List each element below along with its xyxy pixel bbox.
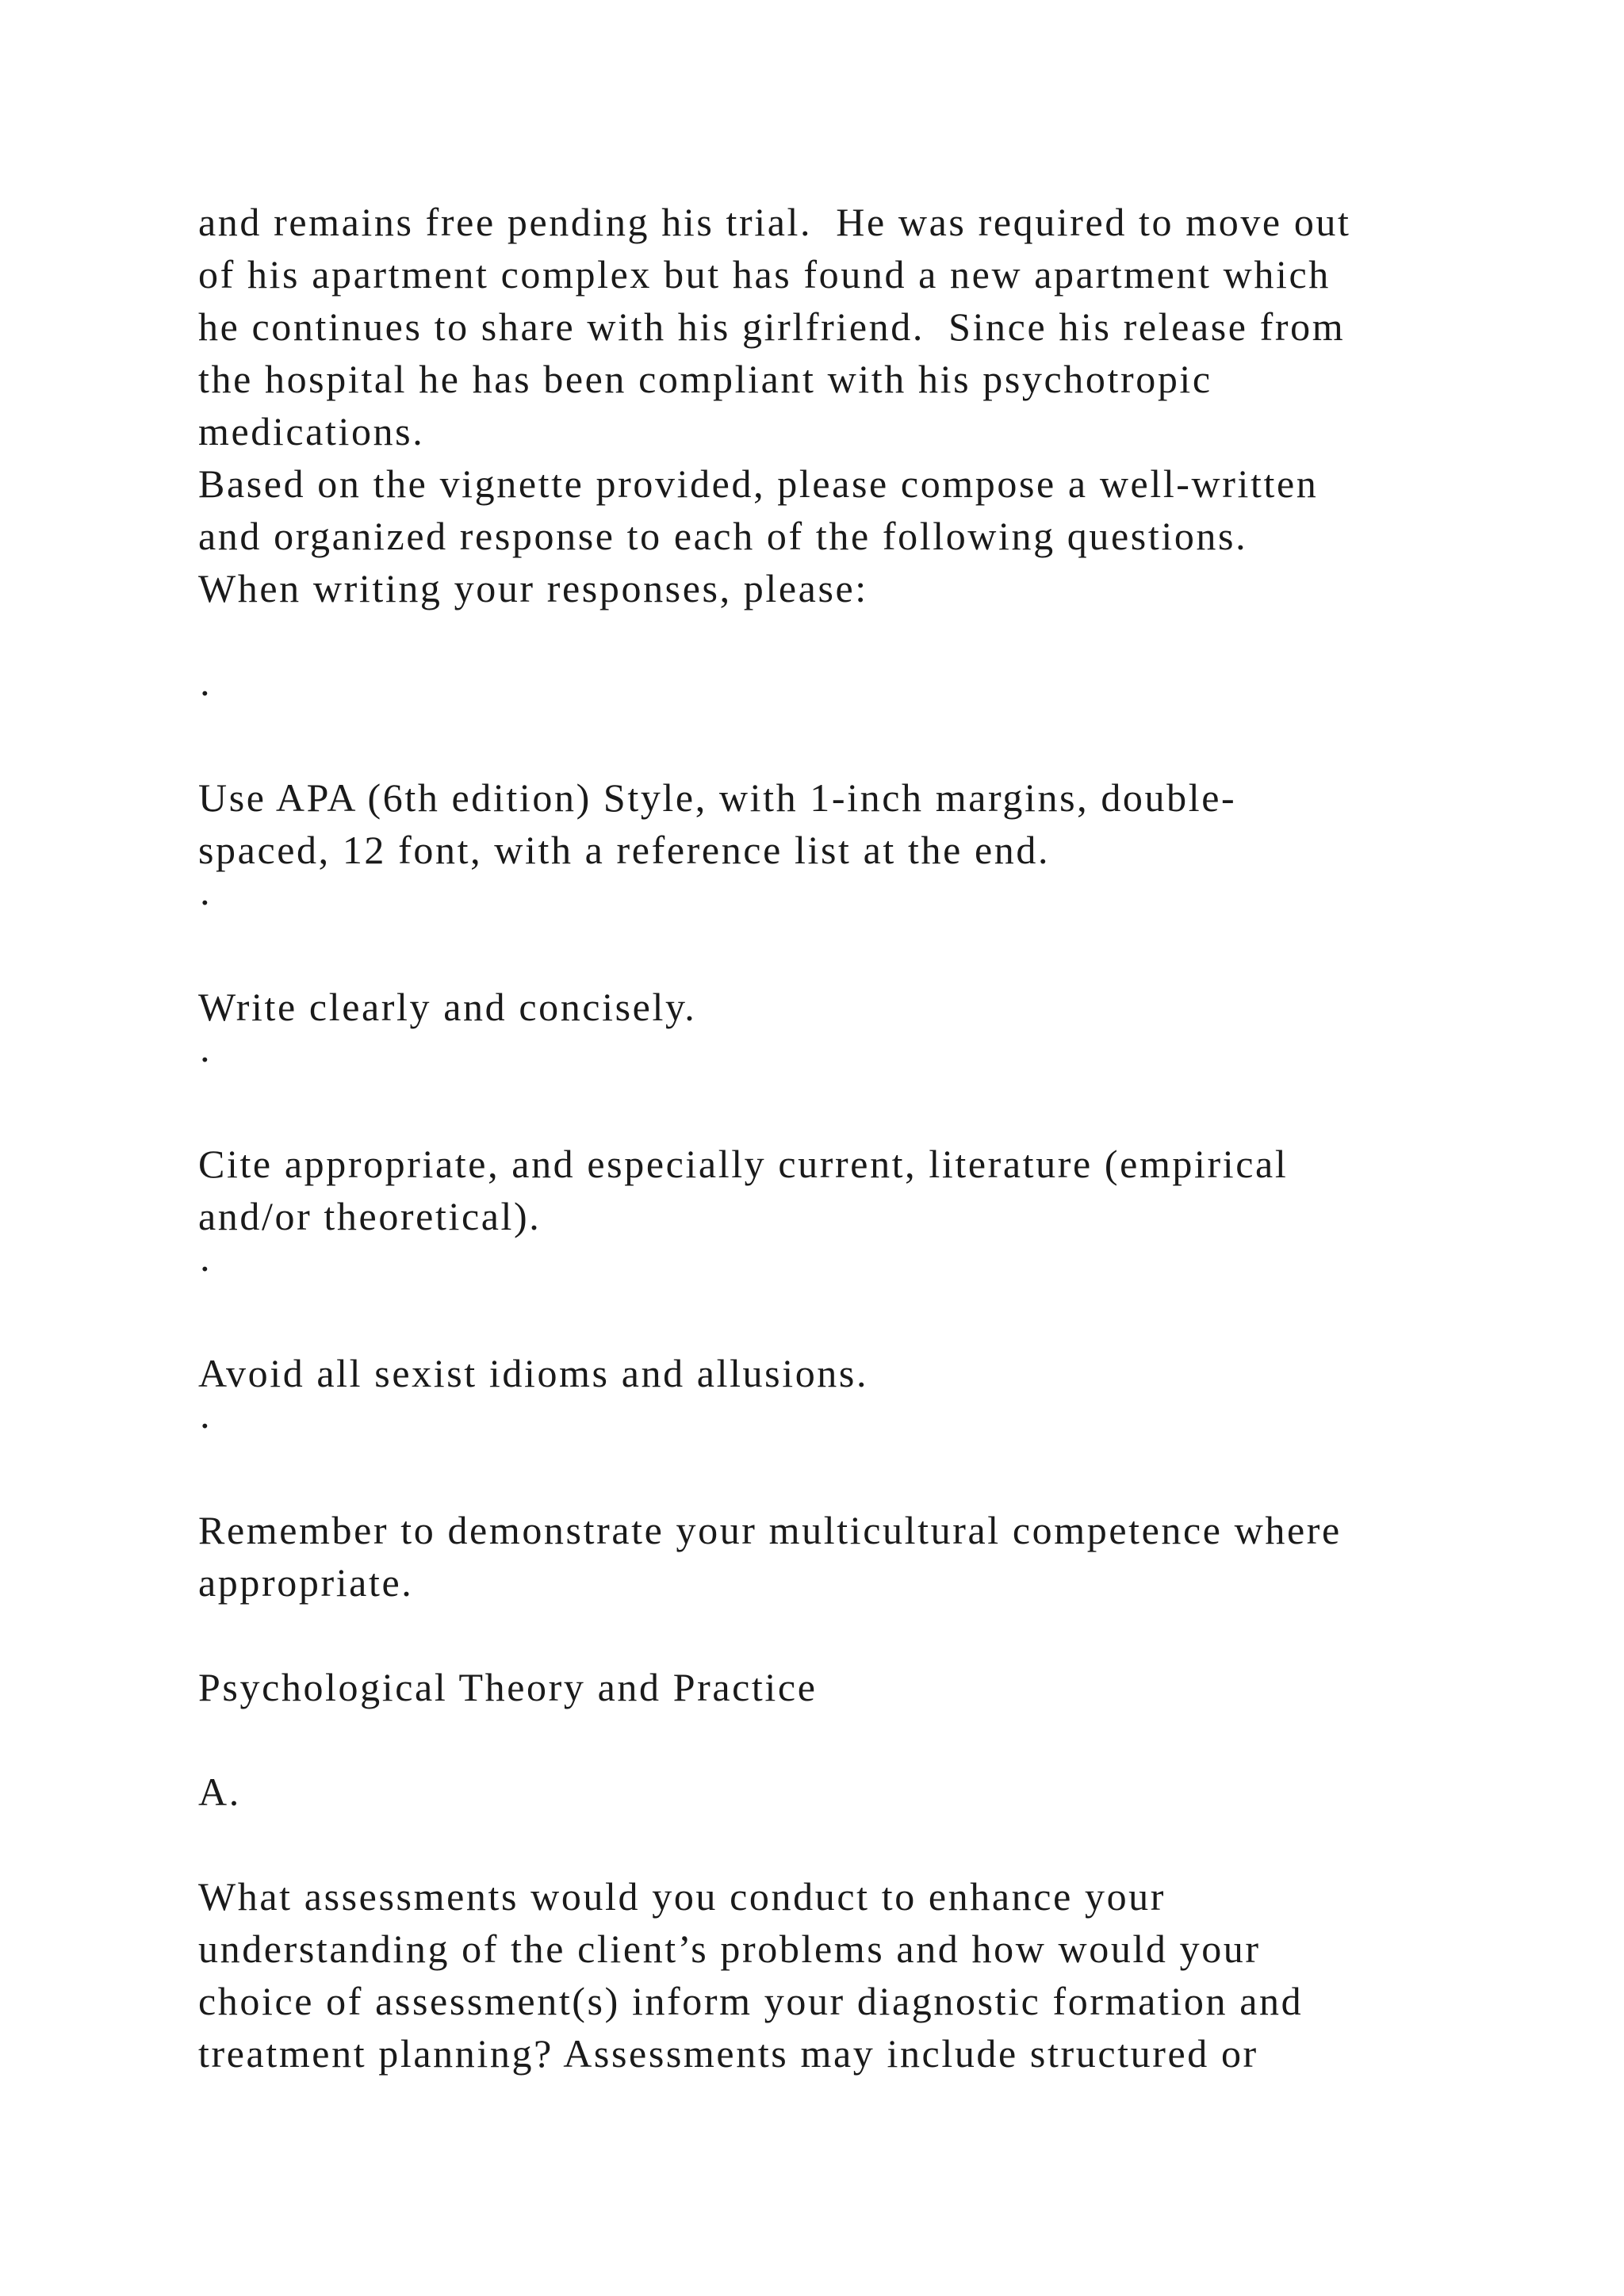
blank-line xyxy=(198,928,1507,981)
document-body xyxy=(198,196,1507,2080)
blank-line xyxy=(198,1713,1507,1766)
text-line: spaced, 12 font, with a reference list at the end. xyxy=(198,828,1051,872)
blank-line xyxy=(198,1295,1507,1347)
blank-line xyxy=(198,719,1507,771)
text-line: he continues to share with his girlfriend. Since his release from xyxy=(198,304,1346,349)
bullet-marker: · xyxy=(198,880,214,924)
bullet-marker: · xyxy=(198,1037,214,1081)
bullet-marker: · xyxy=(198,1246,214,1291)
text-line: and organized response to each of the following questions. xyxy=(198,514,1248,558)
blank-line xyxy=(198,1818,1507,1870)
section-heading: Psychological Theory and Practice xyxy=(198,1665,818,1709)
text-line: appropriate. xyxy=(198,1560,414,1605)
text-line: Cite appropriate, and especially current, literature (empirical xyxy=(198,1142,1289,1186)
text-line: Avoid all sexist idioms and allusions. xyxy=(198,1351,869,1395)
bullet-marker: · xyxy=(198,1403,214,1448)
text-line: treatment planning? Assessments may include structured or xyxy=(198,2031,1258,2076)
text-line: and/or theoretical). xyxy=(198,1194,542,1238)
blank-line xyxy=(198,1085,1507,1138)
text-line: the hospital he has been compliant with his psychotropic xyxy=(198,357,1212,401)
question-label: A. xyxy=(198,1770,241,1814)
text-line: What assessments would you conduct to enhance your xyxy=(198,1874,1166,1919)
text-line: understanding of the client’s problems and how would your xyxy=(198,1927,1261,1971)
blank-line xyxy=(198,1609,1507,1661)
text-line: of his apartment complex but has found a new apartment which xyxy=(198,252,1331,297)
bullet-marker: · xyxy=(198,671,214,715)
text-line: medications. xyxy=(198,409,425,453)
blank-line xyxy=(198,614,1507,667)
text-line: choice of assessment(s) inform your diagnostic formation and xyxy=(198,1979,1304,2023)
text-line: When writing your responses, please: xyxy=(198,566,868,610)
blank-line xyxy=(198,1452,1507,1504)
text-line: Based on the vignette provided, please compose a well-written xyxy=(198,461,1319,506)
text-line: and remains free pending his trial. He was required to move out xyxy=(198,200,1351,244)
text-line: Use APA (6th edition) Style, with 1-inch margins, double- xyxy=(198,775,1237,820)
text-line: Remember to demonstrate your multicultural competence where xyxy=(198,1508,1342,1552)
text-line: Write clearly and concisely. xyxy=(198,985,697,1029)
